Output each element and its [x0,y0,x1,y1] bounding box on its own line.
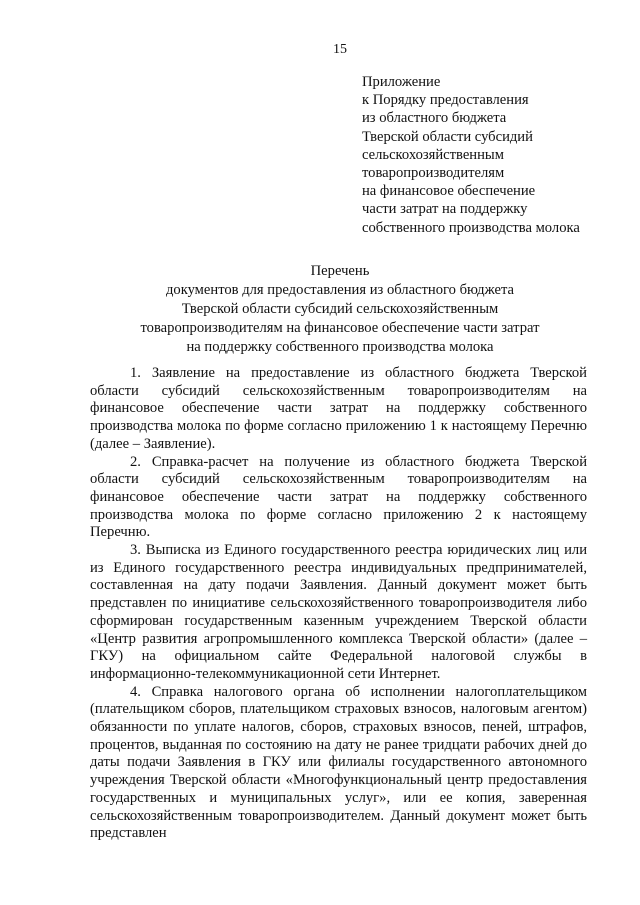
appendix-line: части затрат на поддержку [362,201,528,218]
page-number: 15 [333,42,347,57]
list-item: 2. Справка-расчет на получение из областного бюджета Тверской области субсидий сельскохозяйственным товаропроизводителям на финансовое обеспечение части затрат на поддержку собственного производства молока по форме согласно приложению 2 к настоящему Перечню. [90,453,587,541]
title-line: на поддержку собственного производства молока [186,339,494,355]
list-item: 3. Выписка из Единого государственного реестра юридических лиц или из Единого государственного реестра индивидуальных предпринимателей, составленная на дату подачи Заявления. Данный документ может быть представлен по инициативе сельскохозяйственного товаропроизводителя либо сформирован государственным казенным учреждением Тверской области «Центр развития агропромышленного комплекса Тверской области» (далее – ГКУ) на официальном сайте Федеральной налоговой службы в информационно-телекоммуникационной сети Интернет. [90,542,587,682]
title-line: товаропроизводителям на финансовое обеспечение части затрат [140,320,540,336]
appendix-header [362,73,622,237]
title-line: документов для предоставления из областного бюджета [165,282,515,298]
appendix-line: собственного производства молока [362,219,580,236]
title-line: Тверской области субсидий сельскохозяйственным [181,301,499,317]
appendix-line: к Порядку предоставления [362,92,529,109]
list-item: 4. Справка налогового органа об исполнении налогоплательщиком (плательщиком сборов, плательщиком страховых взносов, налоговым агентом) обязанности по уплате налогов, сборов, страховых взносов, пеней, штрафов, процентов, выданная по состоянию на дату не ранее тридцати рабочих дней до даты подачи Заявления в ГКУ или филиалы государственного автономного учреждения Тверской области «Многофункциональный центр предоставления государственных и муниципальных услуг», или ее копия, заверенная сельскохозяйственным товаропроизводителем. Данный документ может быть представлен [90,683,587,842]
appendix-line: сельскохозяйственным [362,146,504,163]
document-title [90,262,590,357]
appendix-line: товаропроизводителям [362,165,505,182]
appendix-line: Приложение [362,74,441,90]
appendix-line: Тверской области субсидий [362,128,533,145]
list-item: 1. Заявление на предоставление из областного бюджета Тверской области субсидий сельскохозяйственным товаропроизводителям на финансовое обеспечение части затрат на поддержку собственного производства молока по форме согласно приложению 1 к настоящему Перечню (далее – Заявление). [90,365,587,452]
document-body [90,365,587,843]
appendix-line: из областного бюджета [362,110,507,127]
appendix-line: на финансовое обеспечение [362,183,536,200]
title-line: Перечень [310,263,370,279]
